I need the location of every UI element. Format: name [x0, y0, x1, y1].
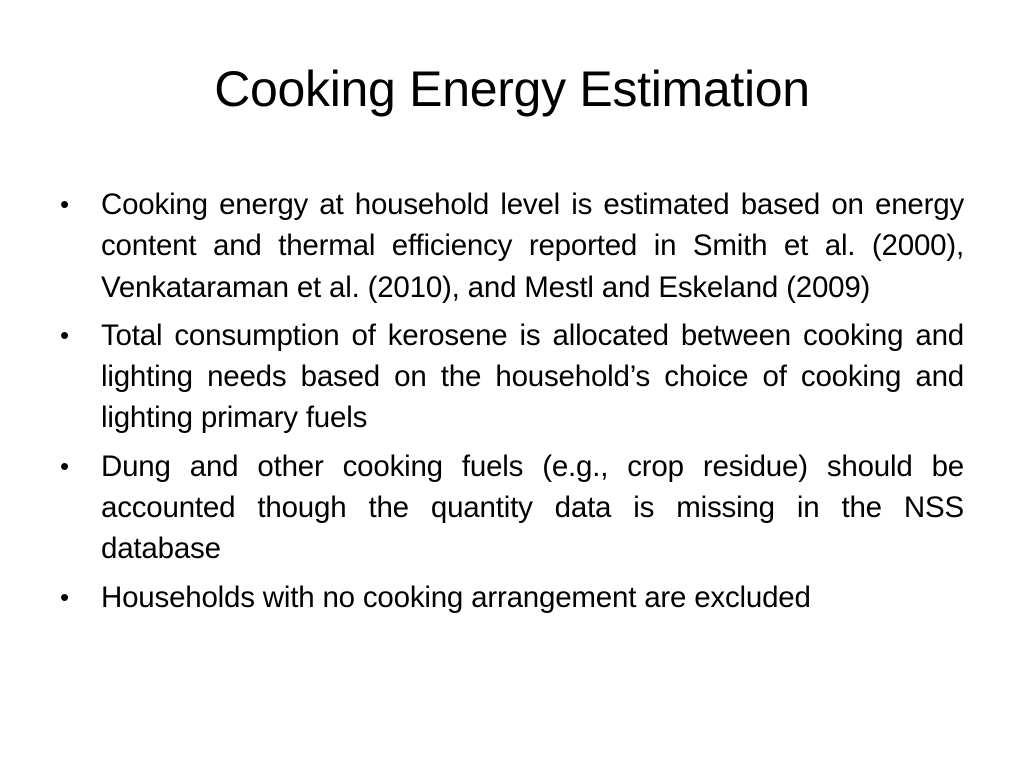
bullet-item	[60, 184, 964, 308]
bullet-list	[60, 184, 964, 625]
bullet-item	[60, 446, 964, 570]
bullet-item	[60, 315, 964, 439]
slide-title: Cooking Energy Estimation	[214, 61, 810, 117]
bullet-dot-icon: •	[60, 581, 69, 612]
bullet-dot-icon: •	[60, 319, 69, 350]
bullet-dot-icon: •	[60, 189, 69, 219]
bullet-text: Dung and other cooking fuels (e.g., crop residue) should be accounted though the quantity data is missing in the NSS database	[101, 449, 964, 566]
bullet-item	[60, 577, 964, 618]
bullet-text: Households with no cooking arrangement are excluded	[101, 580, 811, 614]
bullet-dot-icon: •	[60, 450, 69, 481]
bullet-text: Total consumption of kerosene is allocated between cooking and lighting needs based on the household’s choice of cooking and lighting primary fuels	[101, 318, 964, 435]
bullet-text: Cooking energy at household level is estimated based on energy content and thermal efficiency reported in Smith et al. (2000), Venkataraman et al. (2010), and Mestl and Eskeland (2009)	[101, 188, 964, 304]
